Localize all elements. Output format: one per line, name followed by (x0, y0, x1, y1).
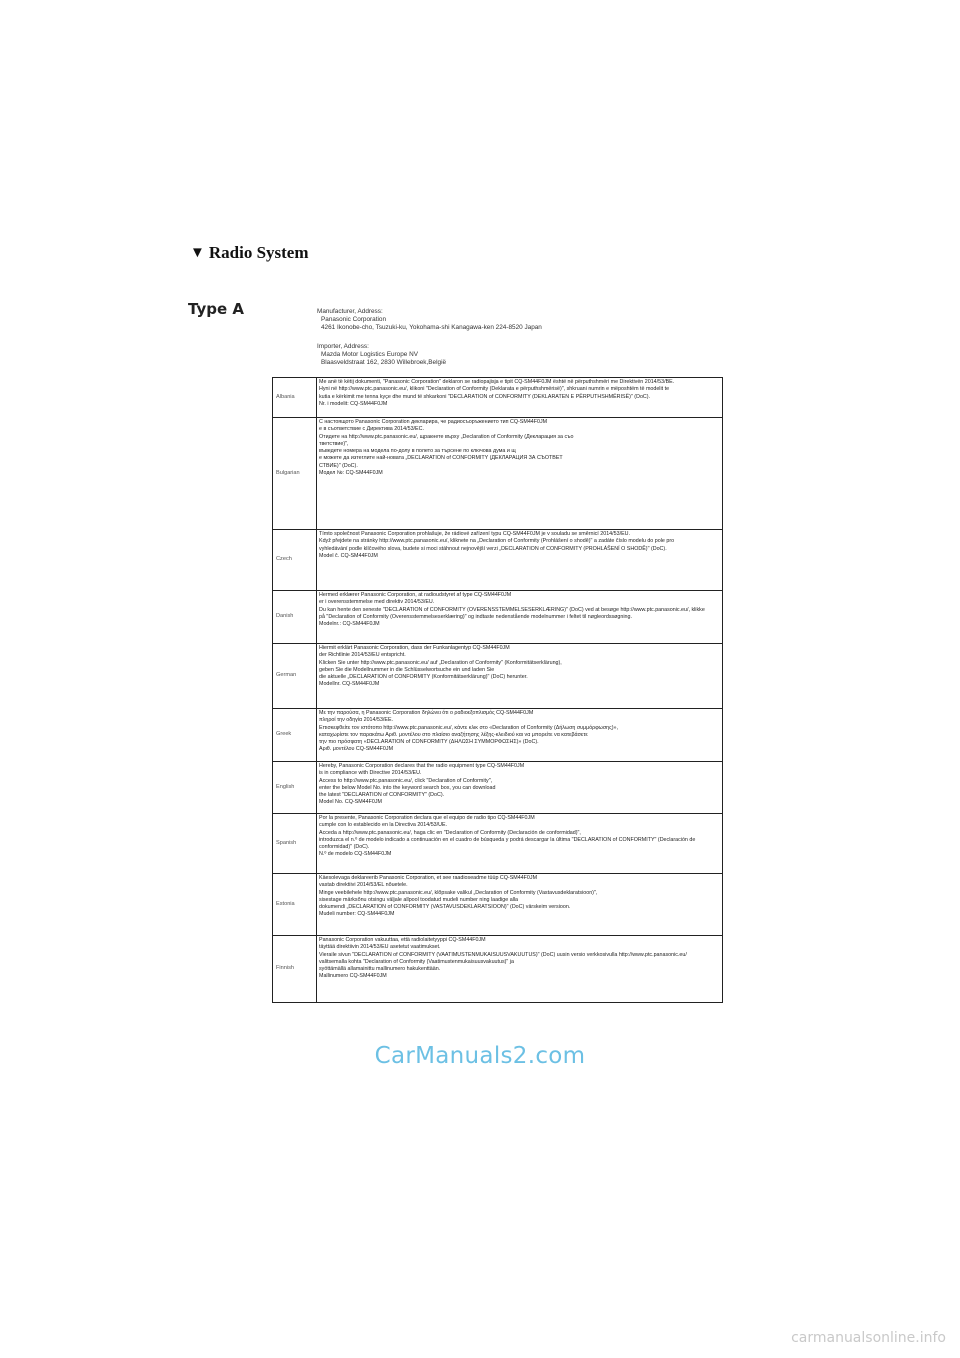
declaration-line: Panasonic Corporation vakuuttaa, että radiolaitetyyppi CQ-SM44F0JM (319, 937, 486, 943)
declaration-line: πληροί την οδηγία 2014/53/ΕΕ. (319, 717, 394, 724)
declaration-line: enter the below Model No. into the keyword search box, you can download (319, 784, 496, 791)
table-row (273, 418, 723, 530)
addresses (317, 308, 717, 377)
manufacturer-line: 4261 Ikonobe-cho, Tsuzuki-ku, Yokohama-shi Kanagawa-ken 224-8520 Japan (321, 324, 542, 332)
declaration-line: καταχωρίστε τον παρακάτω Αριθ. μοντέλου στο πλαίσιο αναζήτησης λέξης-κλειδιού και να μπορείτε να κατεβάσετε (319, 731, 588, 738)
table-row (273, 709, 723, 762)
declaration-line: Tímto společnost Panasonic Corporation prohlašuje, že rádiové zařízení typu CQ-SM44F0JM je v souladu se směrnicí 2014/53/EU. (319, 531, 630, 537)
manufacturer-line: Panasonic Corporation (321, 316, 387, 324)
declaration-line: Отидете на http://www.ptc.panasonic.eu/, щракнете върху „Declaration of Conformity (Декларация за съо (319, 433, 574, 440)
declaration-line: sisestage märksõnu otsingu väljale allpool toodatud mudeli number ning laadige alla (319, 896, 519, 903)
declaration-line: Du kan hente den seneste "DECLARATION of CONFORMITY (OVERENSSTEMMELSESERKLÆRING)" (DoC) ved at besøge http://www.ptc.panasonic.eu/, klikke (319, 606, 705, 613)
declaration-table (272, 377, 723, 1003)
declaration-line: Acceda a http://www.ptc.panasonic.eu/, haga clic en "Declaration of Conformity (Declaración de conformidad)", (319, 829, 581, 836)
table-row (273, 814, 723, 874)
declaration-line: Por la presente, Panasonic Corporation declara que el equipo de radio tipo CQ-SM44F0JM (319, 815, 535, 821)
manufacturer-heading: Manufacturer, Address: (317, 308, 383, 315)
table-row (273, 762, 723, 814)
declaration-line: er i overensstemmelse med direktiv 2014/53/EU. (319, 599, 435, 606)
declaration-line: Klicken Sie unter http://www.ptc.panasonic.eu/ auf „Declaration of Conformity" (Konformitätserklärung), (319, 659, 562, 666)
declaration-line: Minge veebilehele http://www.ptc.panasonic.eu/, klõpsake valikul „Declaration of Conformity (Vastavusdeklaratsioon)", (319, 889, 598, 896)
declaration-line: Me anë të këtij dokumenti, "Panasonic Corporation" deklaron se radiopajisja e tipit CQ-SM44F0JM është në përputhshmëri me Direktivën 2014/53/BE. (319, 379, 675, 385)
declaration-line: Hereby, Panasonic Corporation declares that the radio equipment type CQ-SM44F0JM (319, 763, 525, 769)
table-row (273, 874, 723, 936)
down-triangle-icon: ▼ (190, 244, 205, 261)
declaration-line: valitsemalla kohta "Declaration of Conformity (Vaatimustenmukaisuusvakuutus)" ja (319, 958, 514, 965)
declaration-line: Mallinumero CQ-SM44F0JM (319, 973, 387, 980)
declaration-line: Model č. CQ-SM44F0JM (319, 552, 378, 559)
declaration-line: på "Declaration of Conformity (Overensstemmelseserklæring)" og indtaste nedenstående modelnummer i feltet til nøgleordssøgning. (319, 613, 632, 620)
declaration-line: the latest "DECLARATION of CONFORMITY" (DoC). (319, 792, 445, 799)
language-name: English (273, 762, 317, 814)
declaration-text (317, 874, 723, 936)
declaration-line: Модел №: CQ-SM44F0JM (319, 470, 383, 477)
language-name: Albania (273, 378, 317, 418)
declaration-line: Hyni në http://www.ptc.panasonic.eu/, klikoni "Declaration of Conformity (Deklarata e përputhshmërisë)", shkruani numrin e mëposhtëm të modelit te (319, 386, 670, 393)
declaration-line: тветствие)", (319, 440, 349, 447)
declaration-line: Když přejdete na stránky http://www.ptc.panasonic.eu/, kliknete na „Declaration of Conformity (Prohlášení o shodě)" a zadáte číslo modelu do pole pro (319, 538, 675, 545)
footer-watermark: carmanualsonline.info (791, 1330, 946, 1346)
declaration-line: kutia e kërkimit me tenna kyçe dhe mund të shkarkoni "DECLARATION of CONFORMITY (DEKLARATEN E PËRPUTHSHMËRISË)" (DoC). (319, 393, 651, 400)
declaration-text (317, 814, 723, 874)
declaration-line: geben Sie die Modellnummer in die Schlüsselwortsuche ein und laden Sie (319, 666, 495, 673)
language-name: German (273, 644, 317, 709)
declaration-line: N.º de modelo CQ-SM44F0JM (319, 851, 392, 858)
importer-line: Blaasveldstraat 162, 2830 Willebroek,België (321, 359, 447, 367)
declaration-line: СТВИЕ)" (DoC). (319, 462, 358, 469)
declaration-line: е можете да изтеглите най-новата „DECLARATION of CONFORMITY (ДЕКЛАРАЦИЯ ЗА СЪОТВЕТ (319, 455, 563, 462)
declaration-text (317, 530, 723, 591)
declaration-text (317, 378, 723, 418)
importer-address (317, 343, 717, 368)
declaration-line: Hiermit erklärt Panasonic Corporation, dass der Funkanlagentyp CQ-SM44F0JM (319, 645, 510, 651)
table-row (273, 591, 723, 644)
declaration-line: syöttämällä allamainittu mallinumero hakukenttään. (319, 966, 441, 973)
declaration-line: Με την παρούσα, η Panasonic Corporation δηλώνει ότι ο ραδιοεξοπλισμός CQ-SM44F0JM (319, 710, 534, 716)
declaration-line: Modellnr. CQ-SM44F0JM (319, 681, 380, 688)
declaration-line: Käesolevaga deklareerib Panasonic Corporation, et see raadioseadme tüüp CQ-SM44F0JM (319, 875, 538, 881)
declaration-line: Nr. i modelit: CQ-SM44F0JM (319, 400, 388, 407)
declaration-line: е в съответствие с Директива 2014/53/ЕС. (319, 426, 424, 433)
declaration-line: dokumendi „DECLARATION of CONFORMITY (VASTAVUSDEKLARATSIOON)" (DoC) värskeim versioon. (319, 904, 571, 911)
declaration-line: Mudeli number: CQ-SM44F0JM (319, 911, 395, 918)
importer-line: Mazda Motor Logistics Europe NV (321, 350, 418, 358)
declaration-text (317, 591, 723, 644)
language-name: Bulgarian (273, 418, 317, 530)
declaration-line: Επισκεφθείτε τον ιστότοπο http://www.ptc.panasonic.eu/, κάντε κλικ στο «Declaration of Conformity (Δήλωση συμμόρφωσης)», (319, 724, 618, 731)
declaration-line: introduzca el n.º de modelo indicado a continuación en el cuadro de búsqueda y podrá descargar la última "DECLARATION of CONFORMITY" (Declaración de (319, 836, 696, 843)
declaration-line: въведете номера на модела по-долу в полето за търсене по ключова дума и щ (319, 448, 516, 455)
declaration-text (317, 418, 723, 530)
language-name: Estonia (273, 874, 317, 936)
declaration-line: vyhledávání podle klíčového slova, budete si moci stáhnout nejnovější verzi „DECLARATION of CONFORMITY (PROHLÁŠENÍ O SHODĚ)" (DoC). (319, 545, 667, 552)
declaration-text (317, 709, 723, 762)
declaration-line: Vieraile sivun "DECLARATION of CONFORMITY (VAATIMUSTENMUKAISUUSVAKUUTUS)" (DoC) uusin versio verkkosivulla http://www.ptc.panasonic.eu/ (319, 951, 687, 958)
watermark-logo: CarManuals2.com (374, 1043, 586, 1069)
declaration-line: täyttää direktiivin 2014/53/EU asetetut vaatimukset. (319, 944, 441, 951)
language-name: Finnish (273, 936, 317, 1003)
language-name: Danish (273, 591, 317, 644)
manufacturer-address (317, 308, 717, 333)
declaration-line: την πιο πρόσφατη «DECLARATION of CONFORMITY (ΔΗΛΩΣΗ ΣΥΜΜΟΡΦΩΣΗΣ)» (DoC). (319, 739, 539, 746)
language-name: Greek (273, 709, 317, 762)
declaration-line: die aktuelle „DECLARATION of CONFORMITY (Konformitätserklärung)" (DoC) herunter. (319, 674, 528, 681)
declaration-line: cumple con lo establecido en la Directiva 2014/53/UE. (319, 822, 448, 829)
declaration-text (317, 762, 723, 814)
language-name: Czech (273, 530, 317, 591)
section-title-text: Radio System (208, 243, 309, 262)
declaration-line: vastab direktiivi 2014/53/EL nõuetele. (319, 882, 408, 889)
declaration-line: С настоящото Panasonic Corporation декларира, че радиосъоръжението тип CQ-SM44F0JM (319, 419, 548, 425)
table-row (273, 378, 723, 418)
table-row (273, 530, 723, 591)
declaration-line: Αριθ. μοντέλου CQ-SM44F0JM (319, 746, 394, 753)
declaration-line: Hermed erklærer Panasonic Corporation, at radioudstyret af type CQ-SM44F0JM (319, 592, 512, 598)
table-row (273, 644, 723, 709)
declaration-line: conformidad)" (DoC). (319, 844, 370, 851)
section-title (190, 243, 309, 263)
declaration-line: Access to http://www.ptc.panasonic.eu/, click "Declaration of Conformity", (319, 777, 493, 784)
importer-heading: Importer, Address: (317, 342, 369, 350)
type-label: Type A (188, 300, 244, 318)
declaration-line: Model No. CQ-SM44F0JM (319, 799, 382, 806)
declaration-line: is in compliance with Directive 2014/53/EU. (319, 770, 422, 777)
language-name: Spanish (273, 814, 317, 874)
declaration-line: der Richtlinie 2014/53/EU entspricht. (319, 652, 406, 659)
declaration-text (317, 644, 723, 709)
declaration-text (317, 936, 723, 1003)
table-row (273, 936, 723, 1003)
declaration-line: Modelnr.: CQ-SM44F0JM (319, 621, 380, 628)
